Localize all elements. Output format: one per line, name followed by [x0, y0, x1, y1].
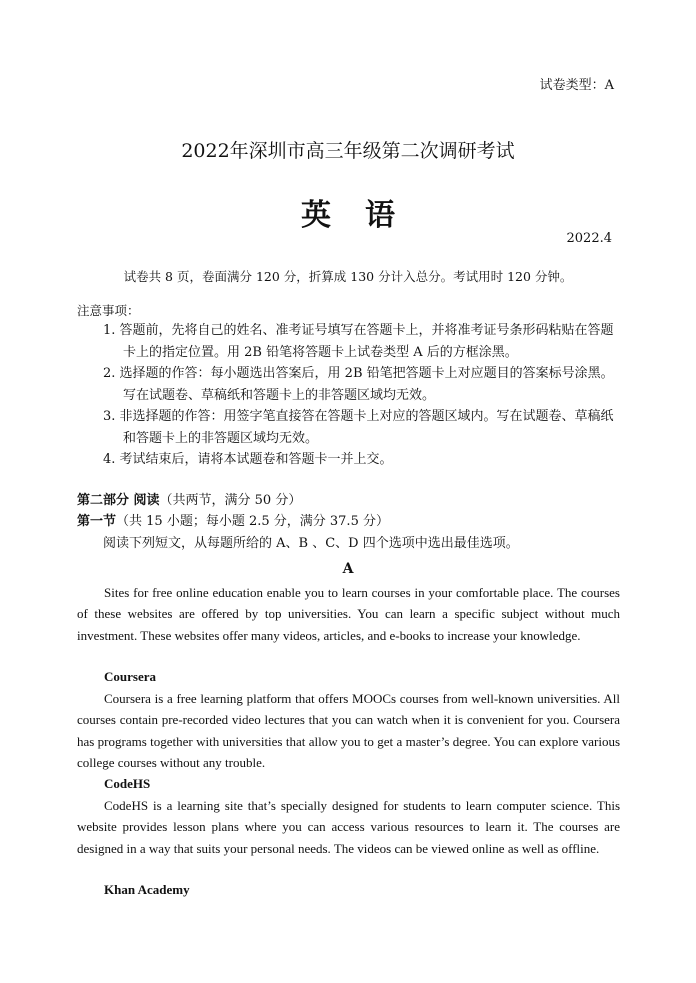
section-detail: （共 15 小题；每小题 2.5 分，满分 37.5 分）	[116, 514, 389, 529]
note-item: 4. 考试结束后，请将本试题卷和答题卡一并上交。	[103, 452, 393, 467]
khan-academy-heading: Khan Academy	[104, 882, 190, 897]
paper-type-label: 试卷类型：A	[539, 78, 614, 93]
passage-letter: A	[342, 561, 354, 577]
note-item: 1. 答题前，先将自己的姓名、准考证号填写在答题卡上，并将准考证号条形码粘贴在答题卡上的指定位置。用 2B 铅笔将答题卡上试卷类型 A 后的方框涂黑。	[103, 323, 614, 360]
section-heading	[77, 510, 389, 529]
part-detail: （共两节，满分 50 分）	[159, 493, 302, 508]
note-item: 3. 非选择题的作答：用签字笔直接答在答题卡上对应的答题区域内。写在试题卷、草稿纸和答题卡上的非答题区域均无效。	[103, 409, 614, 446]
notes-heading: 注意事项：	[77, 303, 140, 318]
codehs-paragraph: CodeHS is a learning site that’s specially designed for students to learn computer science. This website provides lesson plans where you can access various resources to learn it. The courses are designed in a way that suits your personal needs. The videos can be viewed online as well as offline.	[77, 798, 620, 856]
coursera-heading: Coursera	[104, 669, 156, 684]
coursera-paragraph: Coursera is a free learning platform that offers MOOCs courses from well-known universities. All courses contain pre-recorded video lectures that you can watch when it is convenient for you. Coursera has programs together with universities that allow you to get a master’s degree. You can explore various college courses without any trouble.	[77, 691, 620, 771]
exam-date: 2022.4	[566, 231, 612, 246]
notes-list	[103, 320, 623, 471]
exam-info: 试卷共 8 页，卷面满分 120 分，折算成 130 分计入总分。考试用时 120 分钟。	[123, 269, 573, 284]
codehs-heading: CodeHS	[104, 776, 151, 791]
section-title: 第一节	[77, 514, 117, 529]
subject-title: 英语	[301, 198, 429, 233]
reading-instruction: 阅读下列短文，从每题所给的 A、B 、C、D 四个选项中选出最佳选项。	[103, 536, 519, 551]
note-item: 2. 选择题的作答：每小题选出答案后，用 2B 铅笔把答题卡上对应题目的答案标号涂黑。写在试题卷、草稿纸和答题卡上的非答题区域均无效。	[103, 366, 614, 403]
passage-intro-paragraph: Sites for free online education enable you to learn courses in your comfortable place. The courses of these websites are offered by top universities. You can learn a specific subject without much investment. These websites offer many videos, articles, and e-books to increase your knowledge.	[77, 585, 620, 643]
exam-title: 2022年深圳市高三年级第二次调研考试	[181, 140, 515, 162]
part-heading	[77, 489, 301, 508]
part-title: 第二部分 阅读	[77, 493, 160, 508]
